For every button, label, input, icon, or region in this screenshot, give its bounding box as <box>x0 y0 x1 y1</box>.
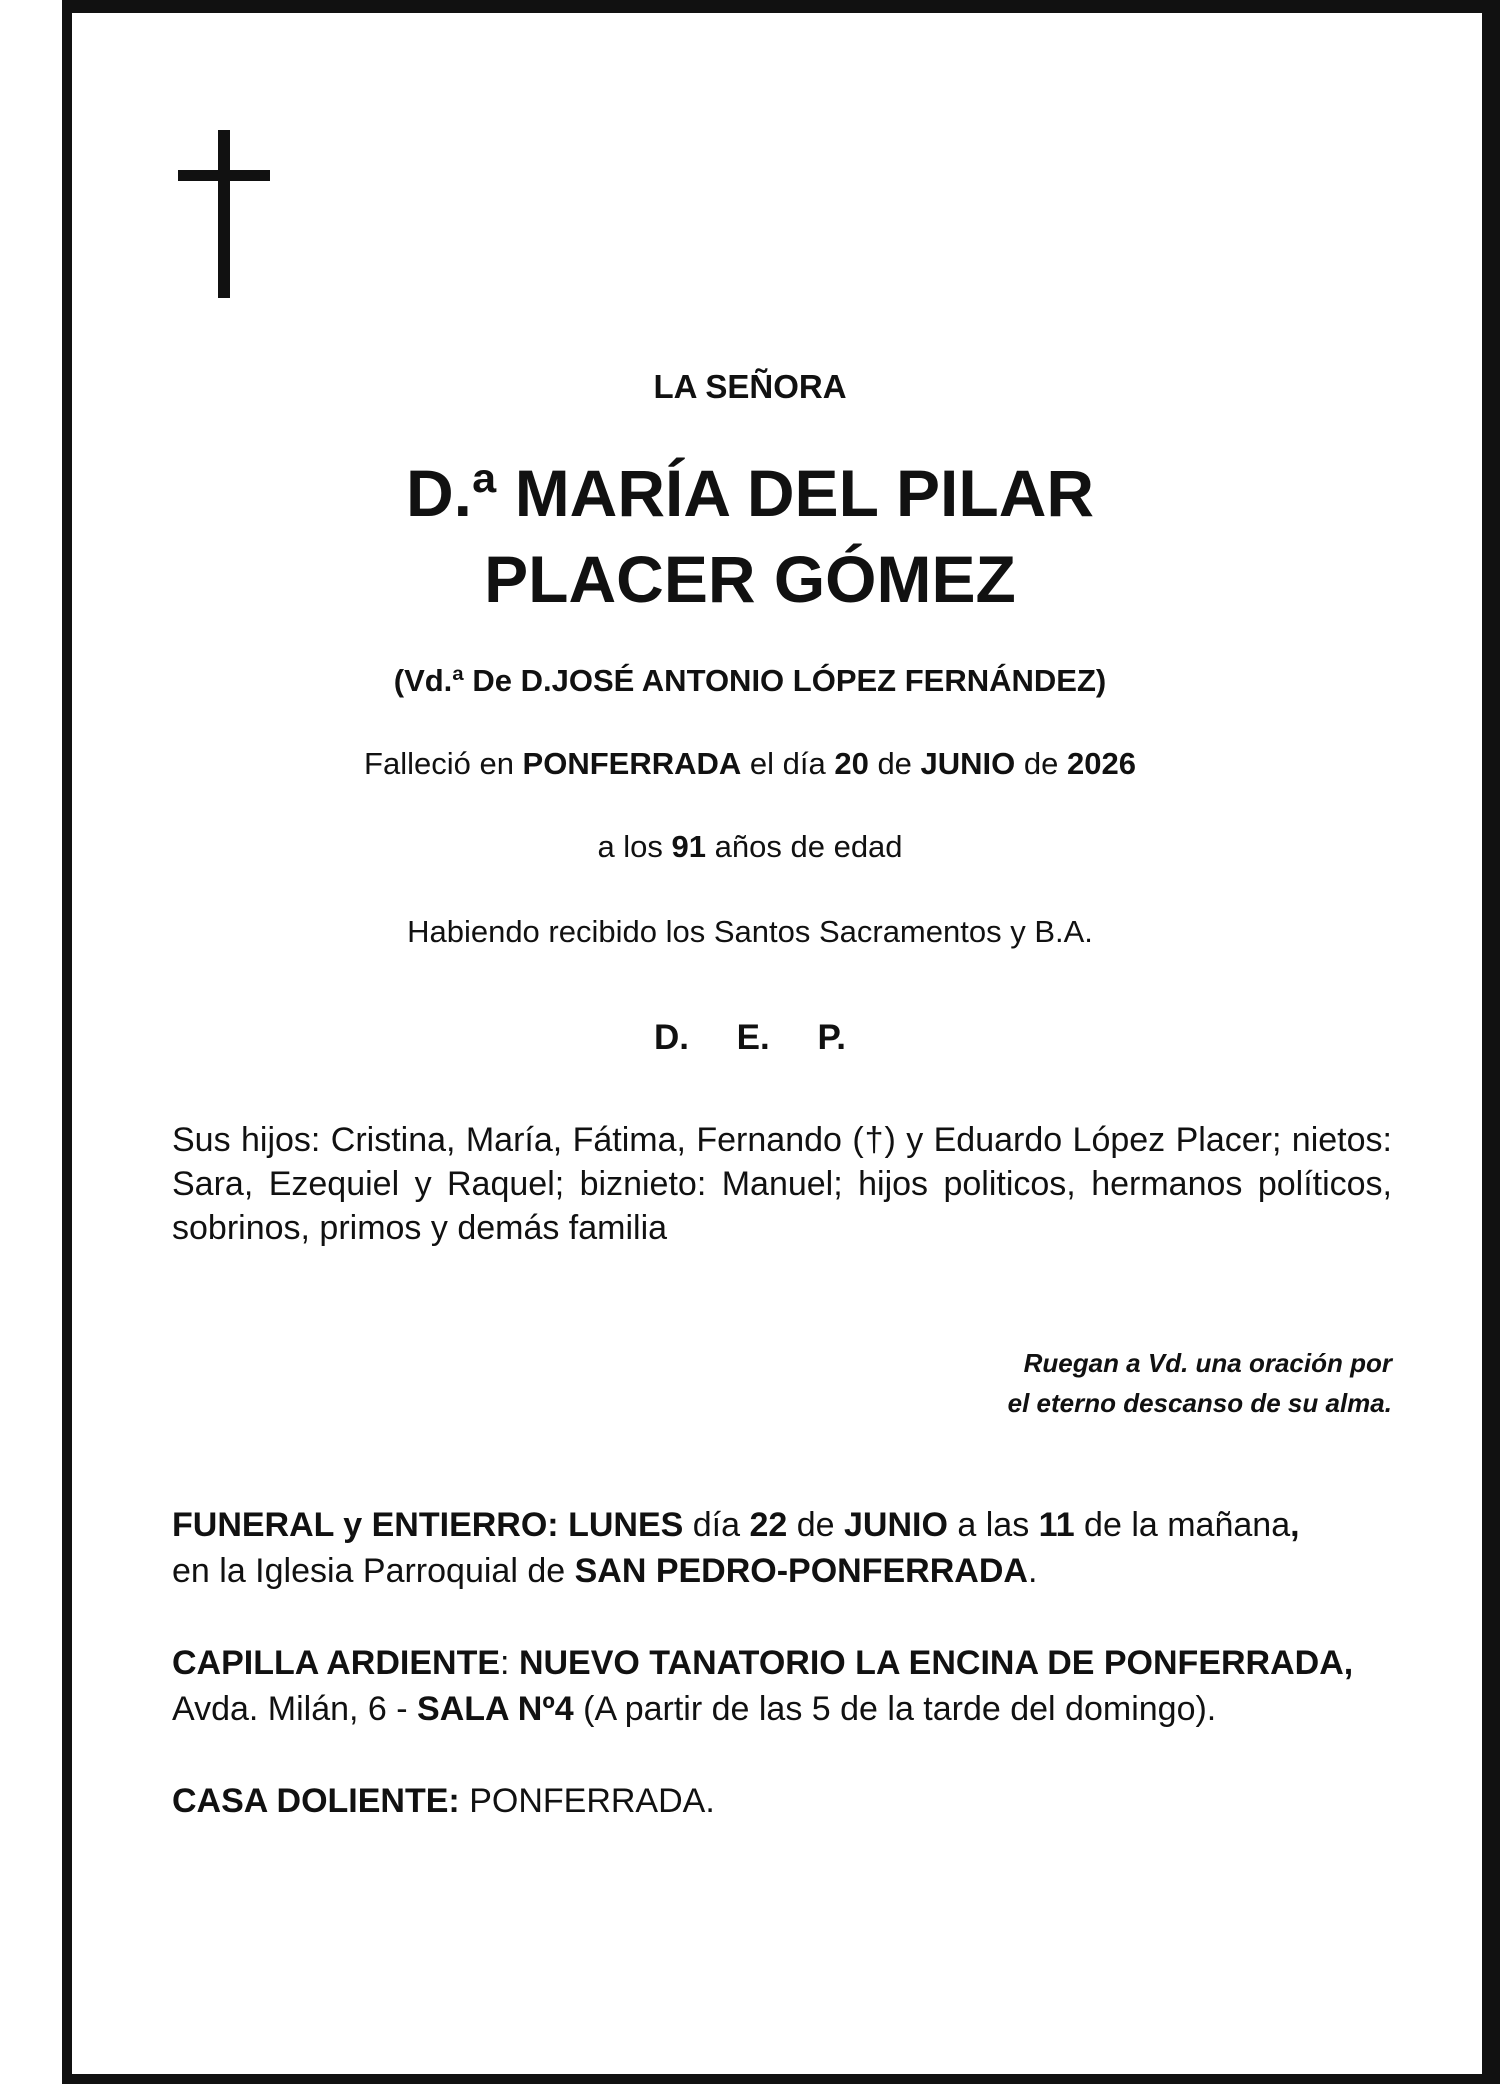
mourning-house: CASA DOLIENTE: PONFERRADA. <box>172 1782 715 1820</box>
deceased-name <box>0 450 1500 622</box>
name-line-2: PLACER GÓMEZ <box>484 542 1016 616</box>
prayer-line-1: Ruegan a Vd. una oración por <box>1023 1348 1392 1378</box>
funeral-info: FUNERAL y ENTIERRO: LUNES día 22 de JUNIO a las 11 de la mañana, en la Iglesia Parroquial de SAN PEDRO-PONFERRADA. <box>172 1506 1300 1590</box>
title: LA SEÑORA <box>653 368 847 405</box>
sacraments-line: Habiendo recibido los Santos Sacramentos y B.A. <box>407 914 1093 949</box>
age-line: a los 91 años de edad <box>597 829 903 864</box>
cross-icon <box>178 130 270 298</box>
death-line: Falleció en PONFERRADA el día 20 de JUNIO de 2026 <box>364 746 1136 781</box>
chapel-info: CAPILLA ARDIENTE: NUEVO TANATORIO LA ENCINA DE PONFERRADA, Avda. Milán, 6 - SALA Nº4 (A partir de las 5 de la tarde del domingo). <box>172 1644 1354 1728</box>
prayer-request <box>1008 1343 1392 1423</box>
dep-line: D. E. P. <box>653 1018 847 1057</box>
name-line-1: D.ª MARÍA DEL PILAR <box>405 456 1095 530</box>
widow-of: (Vd.ª De D.JOSÉ ANTONIO LÓPEZ FERNÁNDEZ) <box>393 663 1107 698</box>
family-paragraph: Sus hijos: Cristina, María, Fátima, Fernando (†) y Eduardo López Placer; nietos: Sara, Ezequiel y Raquel; biznieto: Manuel; hijos politicos, hermanos políticos, sobrinos, primos y demás familia <box>172 1121 1392 1247</box>
prayer-line-2: el eterno descanso de su alma. <box>1007 1388 1392 1418</box>
